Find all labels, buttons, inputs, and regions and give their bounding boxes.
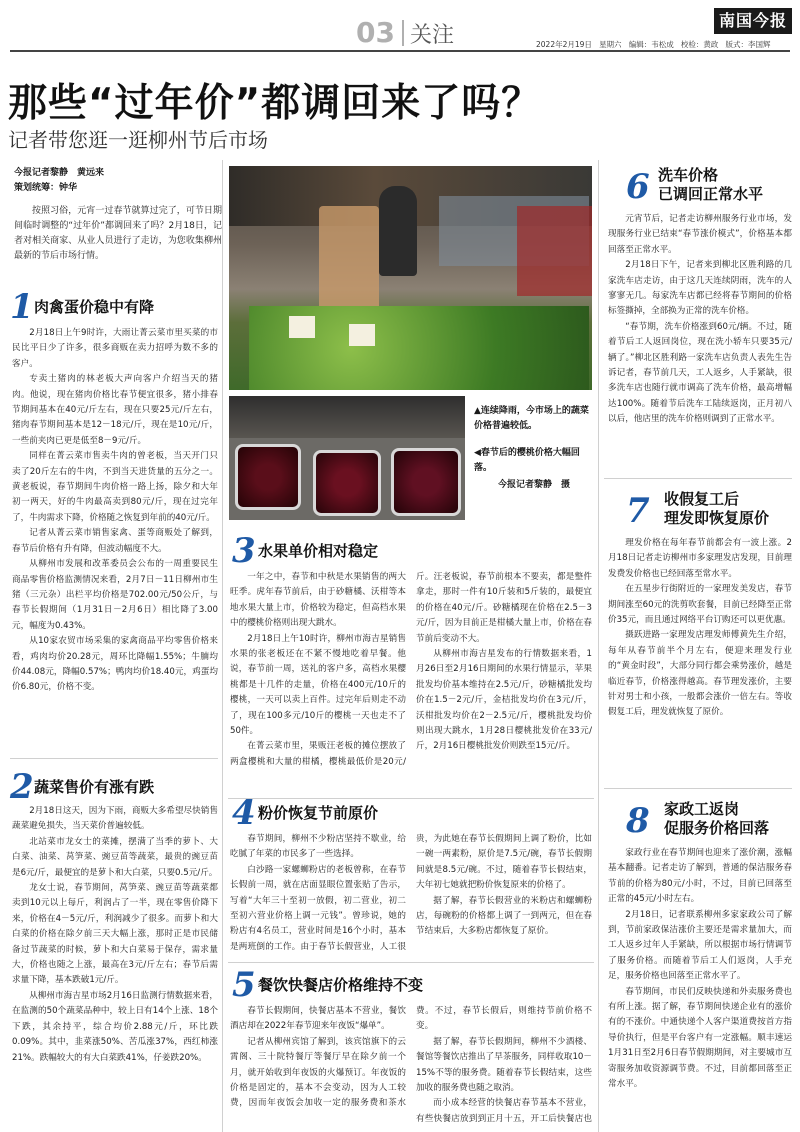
designer: 版式：李国辉: [725, 40, 771, 49]
section-body-2: 2月18日这天，因为下雨，商贩大多希望尽快销售蔬菜避免损失，当天菜价普遍较低。 北站菜市龙女士的菜摊，摆满了当季的萝卜、大白菜、油菜、莴笋菜、豌豆苗等蔬菜，最贵的豌豆苗是6元/斤，最便宜的是萝卜和大白菜，只要0.5元/斤。 龙女士说，春节期间，莴笋菜、豌豆苗等蔬菜都卖到10元以上每斤，利润占了一半，现在零售价降下来，价格在4－5元/斤，利润减少了很多。而萝卜和大白菜的价格在除夕前三天大幅上涨，那时正是市民储备过节蔬菜的时候，萝卜和大白菜易于保存，需求量大，价格也随之上涨，最高在3元/斤左右；春节后需求量下降，基本跌破1元/斤。 从柳州市海吉星市场2月16日监测行情数据来看，在监测的50个蔬菜品种中，较上日有14个上涨、18个下跌，其余持平，综合均价2.88元/斤，环比跌0.09%。其中，韭菜涨50%、苦瓜涨37%，西红柿涨21%。跌幅较大的有大白菜跌41%，仔姜跌20%。: [12, 806, 218, 1063]
section-body-3: 一年之中，春节和中秋是水果销售的两大旺季。虎年春节前后，由于砂糖橘、沃柑等本地水果大量上市，价格较为稳定，但高档水果中的樱桃价格则出现大跳水。 2月18日上午10时许，柳州市海吉星销售水果的张老板还在不紧不慢地吃着早餐。他说，春节前一周，送礼的客户多，高档水果樱桃都是十几件的走量，价格在400元/10斤的樱桃，一天可以卖上百件。过完年后则走不动了，现在100多元/10斤的樱桃一天也走不了50件。 在菁云菜市里，果贩汪老板的摊位摆放了两盒樱桃和大量的柑橘，樱桃最低价是20元/斤。汪老板说，春节前根本不要卖，都是整件拿走，那时一件有10斤装和5斤装的，最便宜的价格在40元/斤。砂糖橘现在价格在2.5－3元/斤，因为目前正是柑橘大量上市，价格在春节前后变动不大。 从柳州市海吉星发布的行情数据来看，1月26日至2月16日期间的水果行情显示，苹果批发均价基本维持在2.5元/斤，砂糖橘批发均价在1.5－2元/斤，金桔批发均价在3元/斤，沃柑批发均价在2－2.5元/斤，樱桃批发均价则出现大跳水，1月28日樱桃批发价在33元/斤，2月16日樱桃批发价则跌至15元/斤。: [230, 572, 592, 767]
section-number-3: 3: [232, 531, 256, 571]
section-label: 关注: [410, 23, 455, 48]
section-title-2: 蔬菜售价有涨有跌: [34, 778, 155, 796]
photo-caption-vegetables: ▲连续降雨，今市场上的蔬菜价格普遍较低。: [474, 406, 589, 431]
column-rule-right: [598, 160, 599, 1132]
section-rule-7: [604, 788, 792, 789]
issue-weekday: 星期六: [599, 40, 622, 49]
section-number-8: 8: [626, 801, 650, 841]
issue-date: 2022年2月19日: [536, 40, 592, 49]
section-number-2: 2: [10, 767, 34, 807]
section-body-6: 元宵节后，记者走访柳州服务行业市场，发现服务行业已结束“春节涨价模式”，价格基本都回落至正常水平。 2月18日下午，记者来到柳北区胜利路的几家洗车店走访，由于这几天连续阴雨，洗车的人寥寥无几。每家洗车店都已经将春节期间的价格标签撕掉，全部换为正常的洗车价格。 “春节期，洗车价格涨到60元/辆。不过，随着节后工人返回岗位，现在洗小轿车只要35元/辆了。”柳北区胜利路一家洗车店负责人表先生告诉记者，春节前几天，工人返乡，人手紧缺，很多洗车店也随行就市调高了洗车价格，最高增幅达100%。随着节后洗车工陆续返岗，正月初八以后，他店里的洗车价格则调到了正常水平。: [608, 214, 792, 425]
subheadline: 记者带您逛一逛柳州节后市场: [8, 128, 268, 152]
section-body-5: 春节长假期间，快餐店基本不营业，餐饮酒店却在2022年春节迎来年夜饭“爆单”。 记者从柳州宾馆了解到，该宾馆旗下的云霄阁、三十院特餐厅等餐厅早在除夕前一个月，就开始收到年夜饭的火爆预订。年夜饭的价格是固定的，基本不会变动，因为人工较费，因而年夜饭会加收一定的服务费和茶水费。不过，春节长假后，则维持节前价格不变。 据了解，春节长假期间，柳州不少酒楼、餐馆等餐饮店推出了早茶服务，同样收取10－15%不等的服务费。随着春节长假结束，这些加收的服务费也随之取消。 而小成本经营的快餐店春节基本不营业，有些快餐店放到到正月十五，开工后快餐店也: [230, 1006, 592, 1124]
section-rule-1: [10, 758, 218, 759]
proofreader: 校检：黄政: [680, 40, 719, 49]
headline: 那些“过年价”都调回来了吗？: [8, 81, 542, 126]
column-rule-left: [222, 160, 223, 1132]
photo-credit: 今报记者黎静 摄: [498, 480, 571, 490]
section-title-6: 洗车价格 已调回正常水平: [658, 166, 764, 203]
section-number-7: 7: [626, 491, 650, 531]
section-title-7: 收假复工后 理发即恢复原价: [664, 490, 770, 527]
masthead-rule: [10, 50, 790, 52]
section-body-8: 家政行业在春节期间也迎来了涨价潮，涨幅基本翻番。记者走访了解到，普通的保洁服务春节前的价格为80元/小时，不过，目前已回落至正常的45元/小时左右。 2月18日，记者联系柳州多家家政公司了解到，节前家政保洁涨价主要还是需求量加大，而工人返乡过年人手紧缺，所以根据市场行情调节了服务价格。而随着节后工人们返岗，人手充足，服务价格也回落至正常水平了。 春节期间，市民们反映快递和外卖服务费也有所上涨。据了解，春节期间快递企业有的涨价有的不涨价。中通快递个人客户渠道费按首方指导价执行，但是平台客户有一定涨幅。顺丰速运1月31日至2月6日春节假期期间，对主要城市互寄服务加收资源调节费。不过，目前都回落至正常水平。: [608, 848, 792, 1090]
section-title-5: 餐饮快餐店价格维持不变: [258, 976, 424, 994]
cherry-stall-photo: [229, 396, 465, 520]
intro-paragraph: 按照习俗，元宵一过春节就算过完了，可节日期间临时调整的“过年价”都调回来了吗？2月18日，记者对相关商家、从业人员进行了走访，为您收集柳州最新的节后市场行情。: [14, 206, 222, 261]
section-title-8: 家政工返岗 促服务价格回落: [664, 800, 770, 837]
section-number-6: 6: [626, 167, 650, 207]
page-number: 03: [356, 16, 395, 49]
byline: [14, 166, 214, 196]
section-rule-3: [228, 798, 594, 799]
masthead: [0, 0, 800, 50]
section-rule-4: [228, 962, 594, 963]
photo-caption-cherries: ◀春节后的樱桃价格大幅回落。: [474, 448, 580, 473]
newspaper-logo: 南国今报: [714, 8, 792, 34]
section-rule-6: [604, 478, 792, 479]
section-title-4: 粉价恢复节前原价: [258, 804, 379, 822]
section-body-7: 理发价格在每年春节前都会有一波上涨。2月18日记者走访柳州市多家理发店发现，目前理发费发价格也已经回落至常水平。 在五星步行街附近的一家理发美发店，春节期间涨至60元的洗剪吹套餐，目前已经降至正常价35元，而且通过网络平台订购还可以更优惠。 摄跃进路一家理发店理发师傅黄先生介绍，每年从春节前半个月左右，便迎来理发行业的“黄金时段”，大部分同行都会乘势涨价，越是临近春节，价格涨得越高。春节理发涨价，主要针对男士和小孩，一般都会涨价一倍左右。等收假复工后，理发就恢复了原价。: [608, 538, 792, 718]
section-number-5: 5: [232, 965, 256, 1005]
reporters: 今报记者黎静 黄远来: [14, 168, 105, 178]
section-body-4: 春节期间，柳州不少粉店坚持不歇业，给吃腻了年菜的市民多了一些选择。 白沙路一家螺蛳粉店的老板曾称，在春节长假前一周，就在店面显眼位置张贴了告示，写着“大年三十至初一放假，初二营业，初二至初六营业价格上调一元钱”。曾珍说，她的粉店有4名员工，营业时间是16个小时，基本是两班倒的工作。由于春节长假营业，人工很贵，为此她在春节长假期间上调了粉价，比如一碗一两素粉，原价是7.5元/碗，春节长假期间就是8.5元/碗。不过，随着春节长假结束，大年初七她就把粉价恢复原来的价格了。 据了解，春节长假营业的米粉店和螺蛳粉店，每碗粉的价格都上调了一到两元，但在春节结束后，大多粉店都恢复了原价。: [230, 834, 592, 952]
section-title-1: 肉禽蛋价稳中有降: [34, 298, 155, 316]
section-number-1: 1: [10, 287, 34, 327]
section-title-3: 水果单价相对稳定: [258, 542, 379, 560]
planner: 策划统筹：钟华: [14, 183, 78, 193]
section-body-1: 2月18日上午9时许，大雨让菁云菜市里买菜的市民比平日少了许多，很多商贩在卖力招呼为数不多的客户。 专卖土猪肉的林老板大声向客户介绍当天的猪肉。他说，现在猪肉价格比春节便宜很多，猪小排春节期间基本在40元/斤左右，现在只要25元/斤左右，猪肉春节期间基本是12－18元/斤，现在是10元/斤，一些前夹肉已更是低至8－9元/斤。 同样在菁云菜市售卖牛肉的曾老板，当天开门只卖了20斤左右的牛肉，不到当天进货量的五分之一。黄老板说，春节期间牛肉价格一路上扬，除夕和大年初一两天，好的牛肉最高卖到80元/斤，现在过完年了，牛肉需求下降，价格随之恢复到年前的40元/斤。 记者从菁云菜市销售家禽、蛋等商贩处了解到，春节后价格有升有降，但波动幅度不大。 从柳州市发展和改革委员会公布的一周重要民生商品零售价格监测情况来看，2月7日－11日柳州市生猪（三元杂）出栏平均价格是702.00元/50公斤，与春节长假期间（1月31日－2月6日）相比降了3.00元，幅度为0.43%。 从10家农贸市场采集的家禽商品平均零售价格来看，鸡肉均价20.28元，周环比降幅1.55%；牛腩均价44.08元，降幅0.57%；鸭肉均价18.40元，鸡蛋均价6.80元，价格不变。: [12, 328, 218, 693]
masthead-divider: [402, 20, 404, 46]
issue-info: [536, 39, 771, 50]
vegetable-market-photo: [229, 166, 592, 390]
editor: 编辑：韦松成: [628, 40, 674, 49]
section-number-4: 4: [232, 793, 256, 833]
